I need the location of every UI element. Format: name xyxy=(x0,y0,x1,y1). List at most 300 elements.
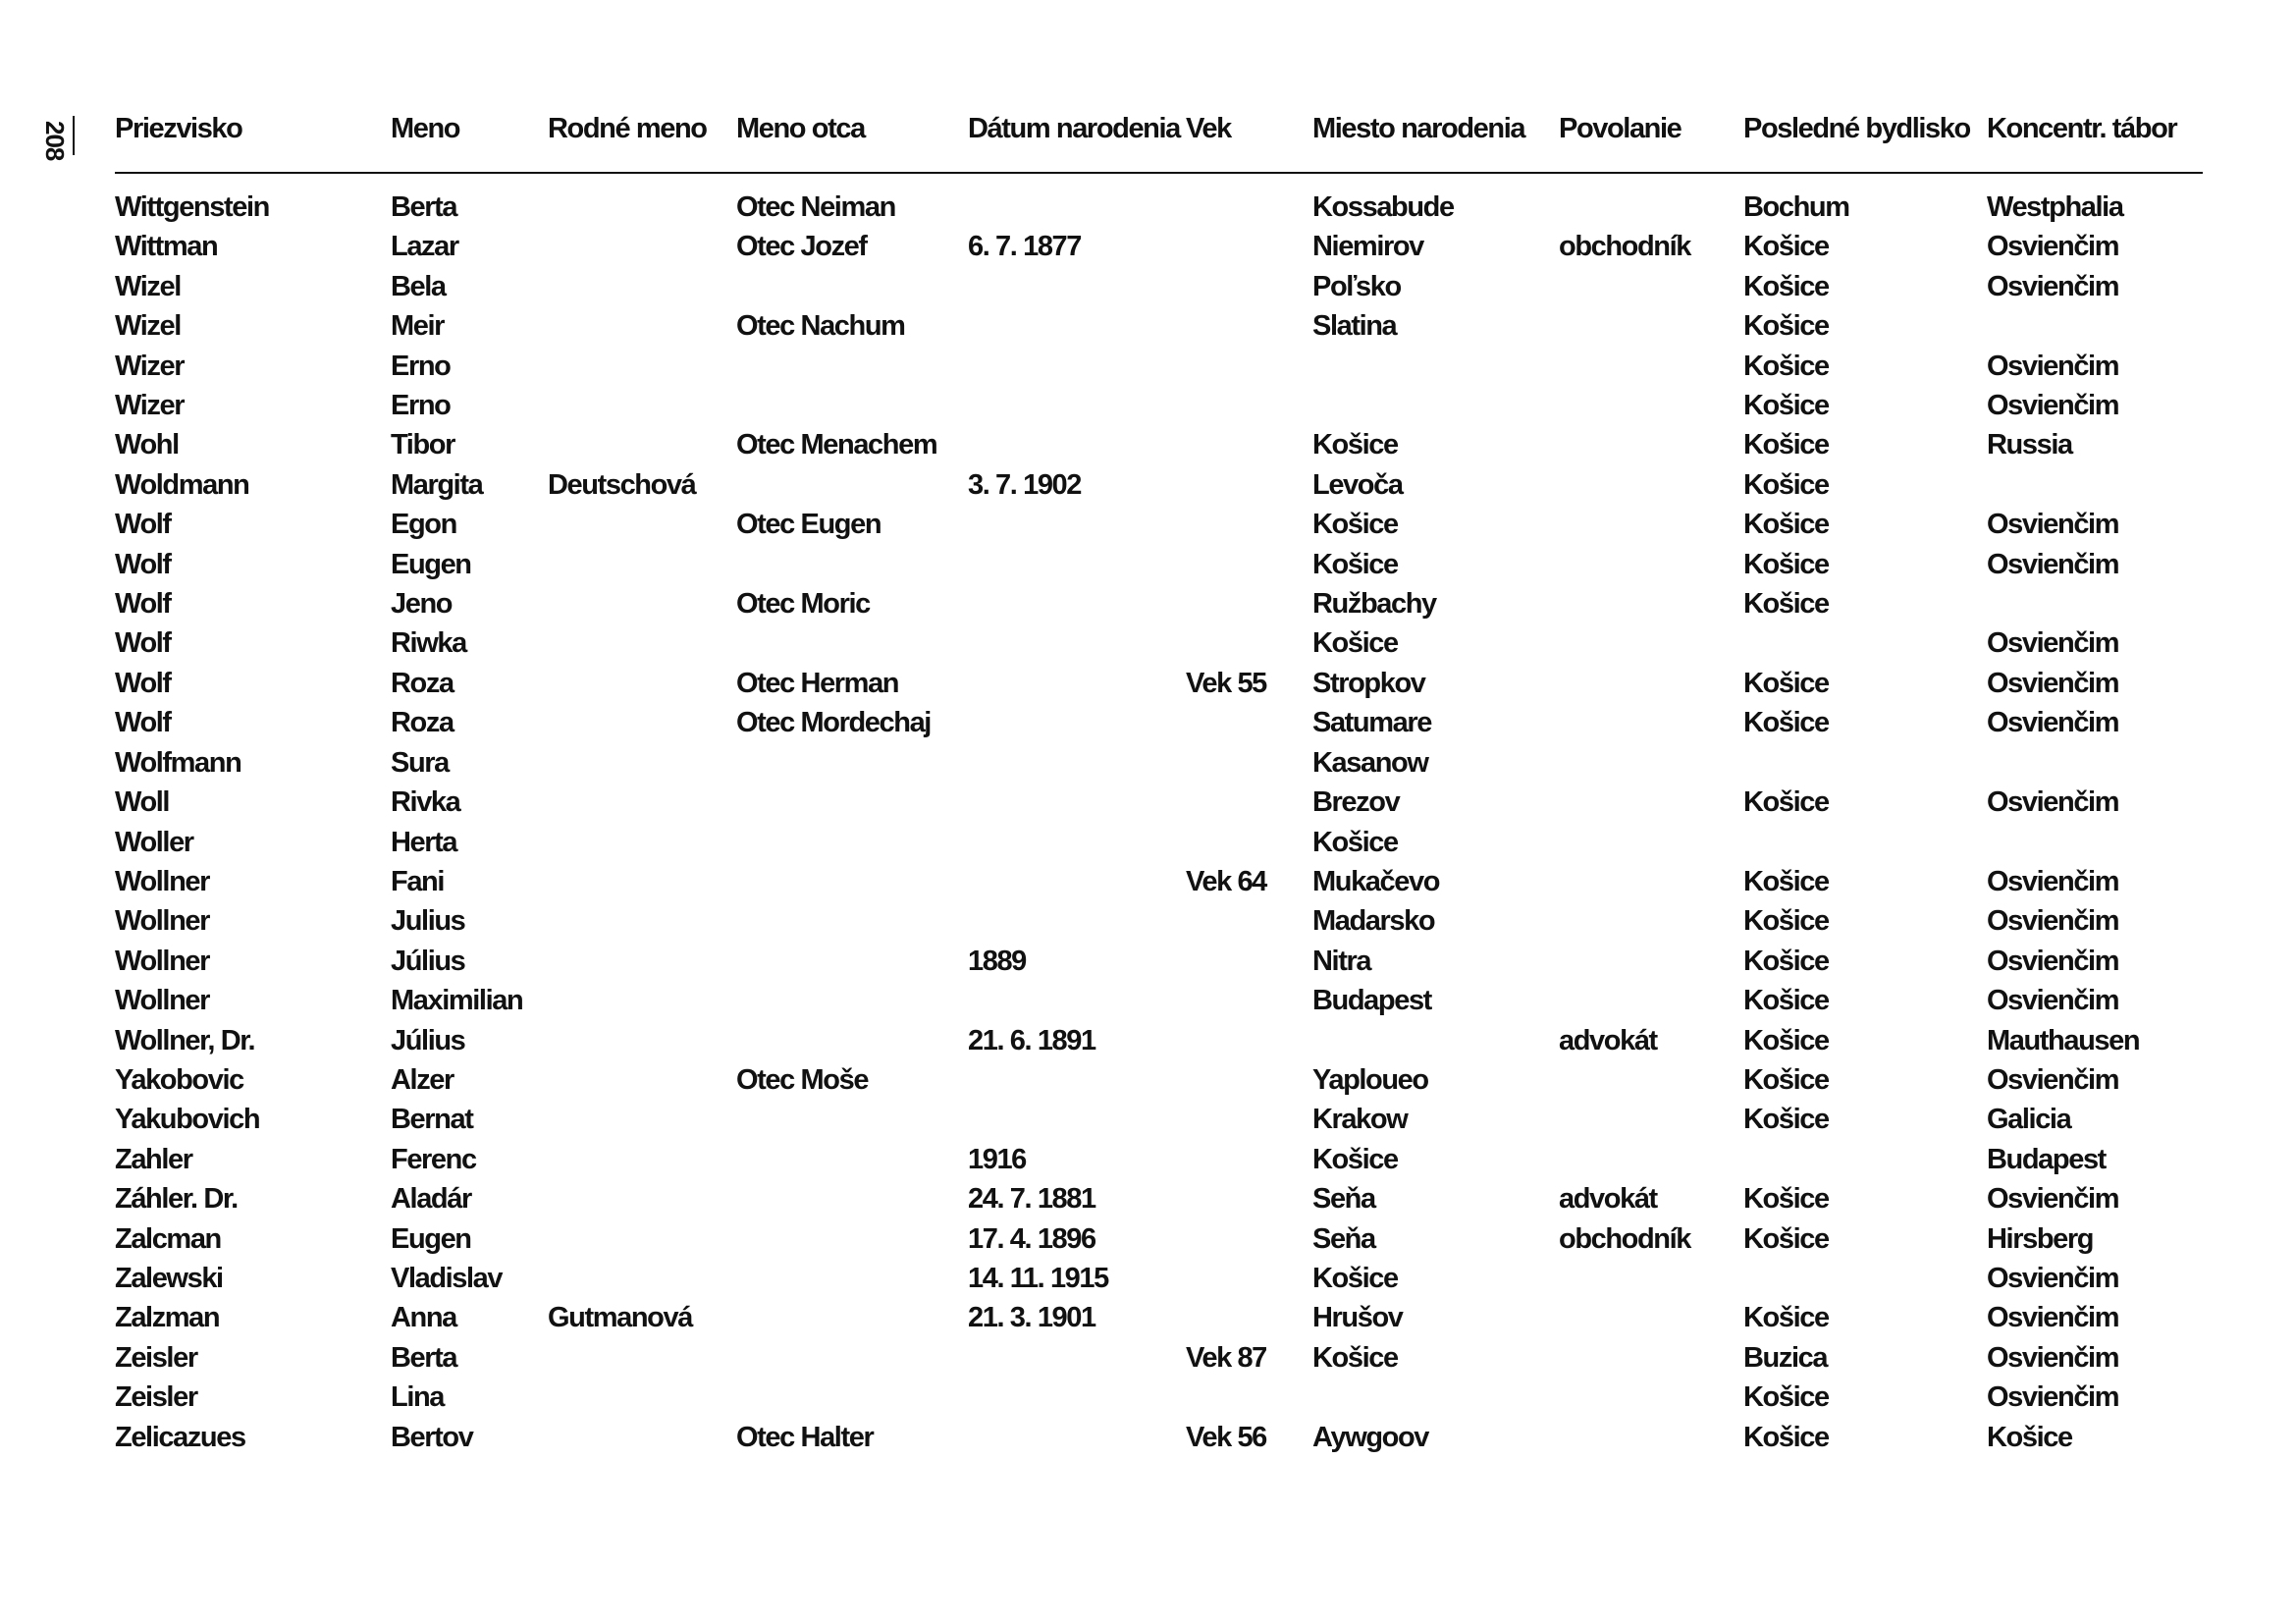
cell-birth-date xyxy=(968,1100,1186,1139)
cell-concentration-camp: Osvienčim xyxy=(1987,270,2119,302)
cell-concentration-camp: Osvienčim xyxy=(1987,1341,2119,1374)
cell-last-residence: Košice xyxy=(1743,390,1829,422)
cell-father-name: Otec Halter xyxy=(736,1421,874,1453)
cell-occupation xyxy=(1559,823,1743,862)
cell-maiden-name: Gutmanová xyxy=(548,1302,692,1334)
cell-surname: Zeisler xyxy=(115,1341,197,1374)
register-table-container xyxy=(115,103,2203,1457)
cell-surname: Wizer xyxy=(115,350,185,382)
cell-birth-date: 3. 7. 1902 xyxy=(968,468,1081,501)
cell-last-residence: Košice xyxy=(1743,1104,1829,1136)
cell-age xyxy=(1186,425,1312,464)
cell-age xyxy=(1186,267,1312,306)
table-row xyxy=(115,901,2203,941)
table-row xyxy=(115,1021,2203,1060)
cell-occupation xyxy=(1559,1298,1743,1337)
cell-age xyxy=(1186,1378,1312,1417)
header-spacer xyxy=(115,173,2203,188)
cell-birth-date xyxy=(968,1338,1186,1378)
cell-concentration-camp: Osvienčim xyxy=(1987,1262,2119,1294)
cell-age xyxy=(1186,942,1312,981)
table-row xyxy=(115,981,2203,1020)
cell-birth-date xyxy=(968,783,1186,822)
cell-first-name: Sura xyxy=(391,746,449,779)
cell-first-name: Alzer xyxy=(391,1063,454,1096)
cell-father-name xyxy=(736,1298,968,1337)
cell-last-residence: Košice xyxy=(1743,509,1829,541)
cell-last-residence: Košice xyxy=(1743,1222,1829,1255)
cell-age xyxy=(1186,386,1312,425)
cell-surname: Wollner xyxy=(115,865,210,897)
cell-father-name xyxy=(736,1259,968,1298)
cell-concentration-camp: Mauthausen xyxy=(1987,1024,2140,1056)
cell-age xyxy=(1186,1219,1312,1259)
cell-birth-date: 21. 3. 1901 xyxy=(968,1302,1095,1334)
cell-concentration-camp: Osvienčim xyxy=(1987,390,2119,422)
cell-birth-date: 1916 xyxy=(968,1143,1026,1175)
cell-first-name: Eugen xyxy=(391,1222,471,1255)
cell-occupation xyxy=(1559,1338,1743,1378)
cell-surname: Zelicazues xyxy=(115,1421,245,1453)
cell-maiden-name xyxy=(548,1219,736,1259)
cell-concentration-camp: Osvienčim xyxy=(1987,350,2119,382)
page-number-rule xyxy=(73,116,75,155)
cell-first-name: Margita xyxy=(391,468,483,501)
cell-age xyxy=(1186,306,1312,346)
cell-last-residence: Košice xyxy=(1743,945,1829,977)
cell-concentration-camp: Hirsberg xyxy=(1987,1222,2094,1255)
cell-first-name: Egon xyxy=(391,509,456,541)
cell-age xyxy=(1186,227,1312,266)
table-row xyxy=(115,743,2203,783)
cell-birthplace: Kasanow xyxy=(1312,746,1428,779)
cell-first-name: Meir xyxy=(391,310,445,343)
cell-birthplace: Košice xyxy=(1312,1341,1398,1374)
cell-surname: Wizer xyxy=(115,390,185,422)
cell-birthplace: Košice xyxy=(1312,1262,1398,1294)
cell-maiden-name xyxy=(548,862,736,901)
cell-birth-date xyxy=(968,267,1186,306)
cell-surname: Wittman xyxy=(115,231,218,263)
cell-birth-date xyxy=(968,1060,1186,1100)
cell-first-name: Július xyxy=(391,1024,465,1056)
cell-surname: Woldmann xyxy=(115,468,249,501)
page-number: 208 xyxy=(40,121,70,161)
cell-occupation xyxy=(1559,267,1743,306)
cell-first-name: Lazar xyxy=(391,231,458,263)
cell-maiden-name xyxy=(548,1378,736,1417)
cell-birth-date xyxy=(968,306,1186,346)
cell-birthplace: Krakow xyxy=(1312,1104,1408,1136)
cell-last-residence: Košice xyxy=(1743,786,1829,819)
cell-surname: Yakubovich xyxy=(115,1104,260,1136)
cell-age xyxy=(1186,505,1312,544)
table-row xyxy=(115,425,2203,464)
cell-maiden-name xyxy=(548,386,736,425)
cell-father-name xyxy=(736,981,968,1020)
cell-surname: Woll xyxy=(115,786,170,819)
cell-occupation xyxy=(1559,465,1743,505)
table-row xyxy=(115,386,2203,425)
cell-surname: Yakobovic xyxy=(115,1063,243,1096)
cell-age xyxy=(1186,901,1312,941)
table-row xyxy=(115,584,2203,623)
cell-birthplace: Levoča xyxy=(1312,468,1403,501)
cell-age xyxy=(1186,545,1312,584)
cell-concentration-camp: Osvienčim xyxy=(1987,1183,2119,1216)
cell-age xyxy=(1186,1179,1312,1218)
cell-concentration-camp xyxy=(1987,743,2203,783)
cell-maiden-name xyxy=(548,505,736,544)
cell-concentration-camp: Russia xyxy=(1987,429,2072,461)
cell-last-residence: Košice xyxy=(1743,429,1829,461)
cell-last-residence: Košice xyxy=(1743,588,1829,621)
cell-age xyxy=(1186,347,1312,386)
cell-maiden-name xyxy=(548,823,736,862)
cell-birthplace: Stropkov xyxy=(1312,667,1425,699)
cell-surname: Wolf xyxy=(115,588,171,621)
cell-last-residence: Bochum xyxy=(1743,191,1849,223)
cell-maiden-name xyxy=(548,306,736,346)
cell-birth-date xyxy=(968,901,1186,941)
cell-last-residence xyxy=(1743,743,1987,783)
cell-concentration-camp xyxy=(1987,584,2203,623)
cell-birthplace: Satumare xyxy=(1312,707,1431,739)
cell-first-name: Berta xyxy=(391,191,457,223)
cell-birth-date xyxy=(968,1378,1186,1417)
table-row xyxy=(115,1179,2203,1218)
cell-birth-date: 6. 7. 1877 xyxy=(968,231,1081,263)
cell-father-name xyxy=(736,386,968,425)
cell-age xyxy=(1186,1140,1312,1179)
cell-last-residence: Košice xyxy=(1743,1063,1829,1096)
cell-surname: Zalewski xyxy=(115,1262,223,1294)
cell-concentration-camp: Osvienčim xyxy=(1987,509,2119,541)
cell-concentration-camp: Osvienčim xyxy=(1987,945,2119,977)
table-row xyxy=(115,1418,2203,1457)
cell-birth-date xyxy=(968,545,1186,584)
cell-father-name xyxy=(736,267,968,306)
cell-surname: Wolf xyxy=(115,667,171,699)
cell-father-name: Otec Mordechaj xyxy=(736,707,931,739)
cell-concentration-camp: Osvienčim xyxy=(1987,627,2119,660)
cell-age: Vek 87 xyxy=(1186,1341,1266,1374)
cell-first-name: Erno xyxy=(391,390,451,422)
cell-age xyxy=(1186,188,1312,227)
cell-last-residence: Košice xyxy=(1743,350,1829,382)
cell-concentration-camp xyxy=(1987,306,2203,346)
cell-birthplace: Seňa xyxy=(1312,1183,1375,1216)
table-row xyxy=(115,1338,2203,1378)
cell-birthplace: Kossabude xyxy=(1312,191,1454,223)
cell-occupation xyxy=(1559,664,1743,703)
cell-surname: Wolfmann xyxy=(115,746,241,779)
cell-surname: Zalcman xyxy=(115,1222,221,1255)
cell-last-residence: Košice xyxy=(1743,985,1829,1017)
cell-age xyxy=(1186,623,1312,663)
cell-birth-date xyxy=(968,743,1186,783)
cell-last-residence: Košice xyxy=(1743,468,1829,501)
cell-surname: Wizel xyxy=(115,310,181,343)
cell-surname: Zalzman xyxy=(115,1302,220,1334)
cell-last-residence: Košice xyxy=(1743,270,1829,302)
cell-birth-date xyxy=(968,823,1186,862)
cell-maiden-name: Deutschová xyxy=(548,468,696,501)
header-row xyxy=(115,103,2203,173)
cell-occupation xyxy=(1559,306,1743,346)
cell-maiden-name xyxy=(548,545,736,584)
cell-occupation xyxy=(1559,901,1743,941)
cell-age xyxy=(1186,823,1312,862)
cell-father-name xyxy=(736,1338,968,1378)
cell-age: Vek 56 xyxy=(1186,1421,1266,1453)
cell-occupation: obchodník xyxy=(1559,1222,1691,1255)
cell-father-name xyxy=(736,942,968,981)
cell-birth-date xyxy=(968,623,1186,663)
cell-birth-date xyxy=(968,188,1186,227)
cell-birthplace: Budapest xyxy=(1312,985,1431,1017)
cell-maiden-name xyxy=(548,623,736,663)
cell-last-residence: Košice xyxy=(1743,1183,1829,1216)
cell-occupation xyxy=(1559,783,1743,822)
table-row xyxy=(115,505,2203,544)
cell-maiden-name xyxy=(548,1140,736,1179)
cell-first-name: Rivka xyxy=(391,786,460,819)
cell-birthplace xyxy=(1312,1021,1559,1060)
table-header xyxy=(115,103,2203,188)
table-body xyxy=(115,188,2203,1457)
cell-age xyxy=(1186,743,1312,783)
cell-birthplace xyxy=(1312,386,1559,425)
cell-first-name: Roza xyxy=(391,667,454,699)
cell-concentration-camp: Osvienčim xyxy=(1987,548,2119,580)
table-row xyxy=(115,1219,2203,1259)
cell-first-name: Vladislav xyxy=(391,1262,503,1294)
cell-birth-date xyxy=(968,347,1186,386)
cell-surname: Wollner xyxy=(115,905,210,938)
cell-surname: Wolf xyxy=(115,707,171,739)
cell-first-name: Bertov xyxy=(391,1421,473,1453)
cell-birth-date xyxy=(968,1418,1186,1457)
cell-last-residence: Buzica xyxy=(1743,1341,1828,1374)
table-row xyxy=(115,465,2203,505)
cell-last-residence xyxy=(1743,1259,1987,1298)
table-row xyxy=(115,1298,2203,1337)
cell-concentration-camp: Košice xyxy=(1987,1421,2072,1453)
cell-birthplace: Ružbachy xyxy=(1312,588,1436,621)
cell-father-name xyxy=(736,901,968,941)
table-row xyxy=(115,1100,2203,1139)
cell-birth-date: 1889 xyxy=(968,945,1026,977)
cell-surname: Wizel xyxy=(115,270,181,302)
cell-first-name: Maximilian xyxy=(391,985,523,1017)
cell-birth-date xyxy=(968,584,1186,623)
cell-surname: Zeisler xyxy=(115,1381,197,1414)
cell-last-residence: Košice xyxy=(1743,667,1829,699)
cell-first-name: Berta xyxy=(391,1341,457,1374)
cell-first-name: Bernat xyxy=(391,1104,473,1136)
cell-concentration-camp: Osvienčim xyxy=(1987,707,2119,739)
cell-birthplace xyxy=(1312,347,1559,386)
cell-last-residence: Košice xyxy=(1743,1302,1829,1334)
cell-father-name xyxy=(736,1378,968,1417)
cell-maiden-name xyxy=(548,743,736,783)
cell-concentration-camp: Osvienčim xyxy=(1987,865,2119,897)
cell-concentration-camp: Westphalia xyxy=(1987,191,2123,223)
table-row xyxy=(115,267,2203,306)
cell-last-residence: Košice xyxy=(1743,548,1829,580)
cell-birthplace: Aywgoov xyxy=(1312,1421,1429,1453)
cell-maiden-name xyxy=(548,1100,736,1139)
cell-occupation xyxy=(1559,1100,1743,1139)
cell-father-name xyxy=(736,1021,968,1060)
cell-first-name: Bela xyxy=(391,270,446,302)
cell-birth-date xyxy=(968,664,1186,703)
cell-concentration-camp: Galicia xyxy=(1987,1104,2071,1136)
cell-last-residence: Košice xyxy=(1743,1024,1829,1056)
cell-last-residence: Košice xyxy=(1743,865,1829,897)
cell-first-name: Herta xyxy=(391,826,457,858)
cell-last-residence: Košice xyxy=(1743,707,1829,739)
table-row xyxy=(115,1259,2203,1298)
cell-first-name: Jeno xyxy=(391,588,453,621)
table-row xyxy=(115,862,2203,901)
cell-occupation xyxy=(1559,981,1743,1020)
cell-last-residence: Košice xyxy=(1743,905,1829,938)
cell-occupation xyxy=(1559,386,1743,425)
cell-concentration-camp: Osvienčim xyxy=(1987,1302,2119,1334)
cell-father-name: Otec Jozef xyxy=(736,231,867,263)
cell-surname: Wittgenstein xyxy=(115,191,269,223)
cell-first-name: Anna xyxy=(391,1302,456,1334)
cell-father-name xyxy=(736,545,968,584)
cell-first-name: Tibor xyxy=(391,429,454,461)
cell-birth-date xyxy=(968,386,1186,425)
cell-surname: Woller xyxy=(115,826,193,858)
cell-birth-date xyxy=(968,981,1186,1020)
cell-first-name: Fani xyxy=(391,865,445,897)
cell-age xyxy=(1186,1100,1312,1139)
cell-occupation xyxy=(1559,425,1743,464)
cell-birth-date: 14. 11. 1915 xyxy=(968,1262,1108,1294)
cell-age xyxy=(1186,783,1312,822)
cell-birthplace xyxy=(1312,1378,1559,1417)
table-row xyxy=(115,306,2203,346)
cell-age xyxy=(1186,703,1312,742)
cell-birthplace: Košice xyxy=(1312,826,1398,858)
cell-occupation xyxy=(1559,584,1743,623)
cell-birthplace: Košice xyxy=(1312,509,1398,541)
cell-age xyxy=(1186,584,1312,623)
cell-maiden-name xyxy=(548,1259,736,1298)
cell-surname: Wollner, Dr. xyxy=(115,1024,255,1056)
cell-occupation: obchodník xyxy=(1559,231,1691,263)
column-header-father-name: Meno otca xyxy=(736,103,968,173)
cell-concentration-camp: Osvienčim xyxy=(1987,985,2119,1017)
cell-first-name: Lina xyxy=(391,1381,445,1414)
table-row xyxy=(115,942,2203,981)
column-header-occupation: Povolanie xyxy=(1559,103,1743,173)
cell-occupation: advokát xyxy=(1559,1024,1657,1056)
cell-occupation xyxy=(1559,1259,1743,1298)
cell-first-name: Riwka xyxy=(391,627,466,660)
cell-father-name xyxy=(736,1140,968,1179)
cell-maiden-name xyxy=(548,783,736,822)
cell-maiden-name xyxy=(548,942,736,981)
cell-concentration-camp: Osvienčim xyxy=(1987,667,2119,699)
cell-first-name: Eugen xyxy=(391,548,471,580)
cell-maiden-name xyxy=(548,703,736,742)
cell-last-residence: Košice xyxy=(1743,231,1829,263)
cell-maiden-name xyxy=(548,347,736,386)
cell-father-name xyxy=(736,1179,968,1218)
cell-surname: Wolf xyxy=(115,548,171,580)
cell-occupation xyxy=(1559,1140,1743,1179)
cell-father-name: Otec Herman xyxy=(736,667,899,699)
cell-occupation xyxy=(1559,1060,1743,1100)
cell-surname: Zahler xyxy=(115,1143,192,1175)
cell-maiden-name xyxy=(548,901,736,941)
column-header-age: Vek xyxy=(1186,103,1312,173)
table-row xyxy=(115,823,2203,862)
cell-birth-date xyxy=(968,425,1186,464)
table-row xyxy=(115,1378,2203,1417)
cell-father-name xyxy=(736,1100,968,1139)
column-header-concentration-camp: Koncentr. tábor xyxy=(1987,103,2203,173)
cell-father-name xyxy=(736,623,968,663)
cell-birthplace: Nitra xyxy=(1312,945,1371,977)
cell-birth-date xyxy=(968,862,1186,901)
column-header-surname: Priezvisko xyxy=(115,103,391,173)
cell-father-name: Otec Nachum xyxy=(736,310,905,343)
table-row xyxy=(115,347,2203,386)
table-row xyxy=(115,188,2203,227)
cell-occupation xyxy=(1559,1378,1743,1417)
cell-age xyxy=(1186,1060,1312,1100)
cell-concentration-camp: Osvienčim xyxy=(1987,231,2119,263)
table-row xyxy=(115,623,2203,663)
cell-occupation xyxy=(1559,703,1743,742)
cell-first-name: Julius xyxy=(391,905,465,938)
cell-father-name xyxy=(736,783,968,822)
cell-father-name xyxy=(736,1219,968,1259)
cell-father-name xyxy=(736,743,968,783)
cell-occupation xyxy=(1559,743,1743,783)
register-table xyxy=(115,103,2203,1457)
cell-first-name: Erno xyxy=(391,350,451,382)
table-row xyxy=(115,1140,2203,1179)
cell-last-residence xyxy=(1743,1140,1987,1179)
cell-first-name: Július xyxy=(391,945,465,977)
cell-last-residence xyxy=(1743,623,1987,663)
cell-occupation xyxy=(1559,623,1743,663)
cell-father-name xyxy=(736,862,968,901)
cell-first-name: Ferenc xyxy=(391,1143,476,1175)
cell-father-name: Otec Menachem xyxy=(736,429,937,461)
cell-maiden-name xyxy=(548,981,736,1020)
cell-occupation: advokát xyxy=(1559,1183,1657,1216)
cell-last-residence: Košice xyxy=(1743,310,1829,343)
cell-age xyxy=(1186,465,1312,505)
cell-concentration-camp xyxy=(1987,823,2203,862)
column-header-maiden-name: Rodné meno xyxy=(548,103,736,173)
cell-last-residence: Košice xyxy=(1743,1421,1829,1453)
cell-maiden-name xyxy=(548,1418,736,1457)
cell-birthplace: Brezov xyxy=(1312,786,1400,819)
cell-birth-date: 24. 7. 1881 xyxy=(968,1183,1095,1216)
cell-occupation xyxy=(1559,505,1743,544)
cell-age: Vek 64 xyxy=(1186,865,1266,897)
